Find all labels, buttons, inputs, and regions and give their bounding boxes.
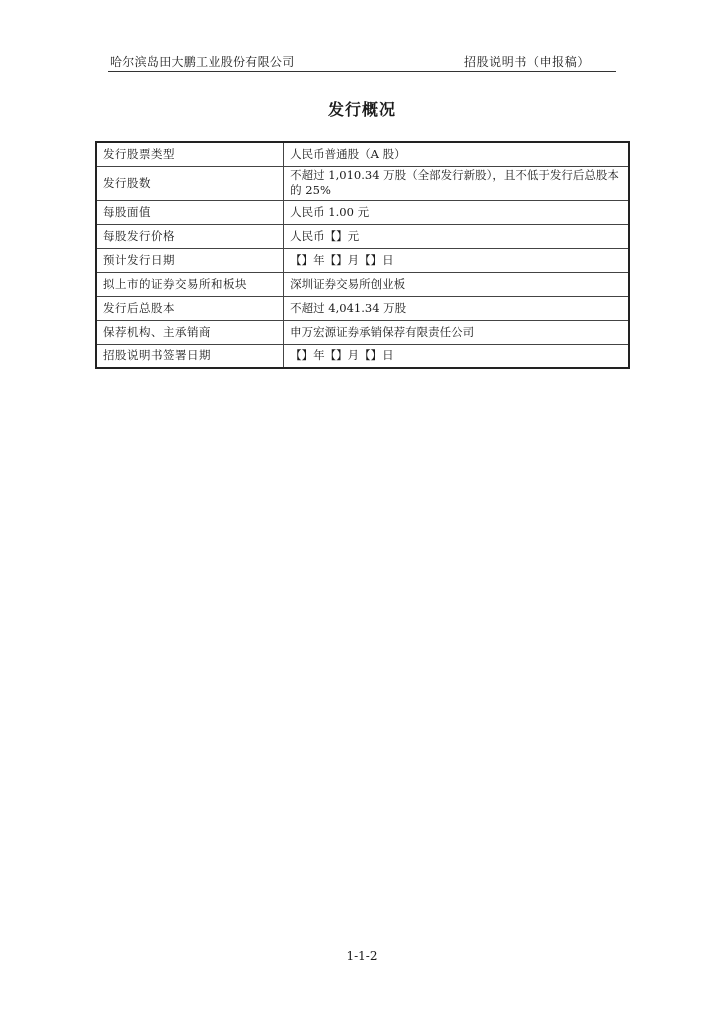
table-row [96, 166, 629, 200]
company-name: 哈尔滨岛田大鹏工业股份有限公司 [110, 55, 295, 69]
table-row [96, 142, 629, 166]
table-row [96, 248, 629, 272]
table-row [96, 320, 629, 344]
row-value: 【】年【】月【】日 [284, 248, 629, 272]
table-row [96, 296, 629, 320]
row-label: 发行股票类型 [96, 142, 284, 166]
page-number: 1-1-2 [346, 949, 378, 963]
row-label: 发行股数 [96, 166, 284, 200]
row-value: 申万宏源证券承销保荐有限责任公司 [284, 320, 629, 344]
row-label: 每股面值 [96, 200, 284, 224]
row-value: 【】年【】月【】日 [284, 344, 629, 368]
table-row [96, 224, 629, 248]
row-value: 深圳证券交易所创业板 [284, 272, 629, 296]
table-row [96, 344, 629, 368]
page-header [108, 51, 616, 72]
row-label: 发行后总股本 [96, 296, 284, 320]
row-value: 不超过 4,041.34 万股 [284, 296, 629, 320]
row-value: 不超过 1,010.34 万股（全部发行新股），且不低于发行后总股本的 25% [284, 166, 629, 200]
offering-summary-table [95, 141, 630, 369]
row-label: 招股说明书签署日期 [96, 344, 284, 368]
row-value: 人民币普通股（A 股） [284, 142, 629, 166]
row-label: 每股发行价格 [96, 224, 284, 248]
row-value: 人民币 1.00 元 [284, 200, 629, 224]
row-label: 预计发行日期 [96, 248, 284, 272]
row-label: 保荐机构、主承销商 [96, 320, 284, 344]
row-label: 拟上市的证券交易所和板块 [96, 272, 284, 296]
table-row [96, 200, 629, 224]
page-title: 发行概况 [327, 100, 396, 119]
table-row [96, 272, 629, 296]
document-type: 招股说明书（申报稿） [463, 55, 590, 69]
row-value: 人民币【】元 [284, 224, 629, 248]
